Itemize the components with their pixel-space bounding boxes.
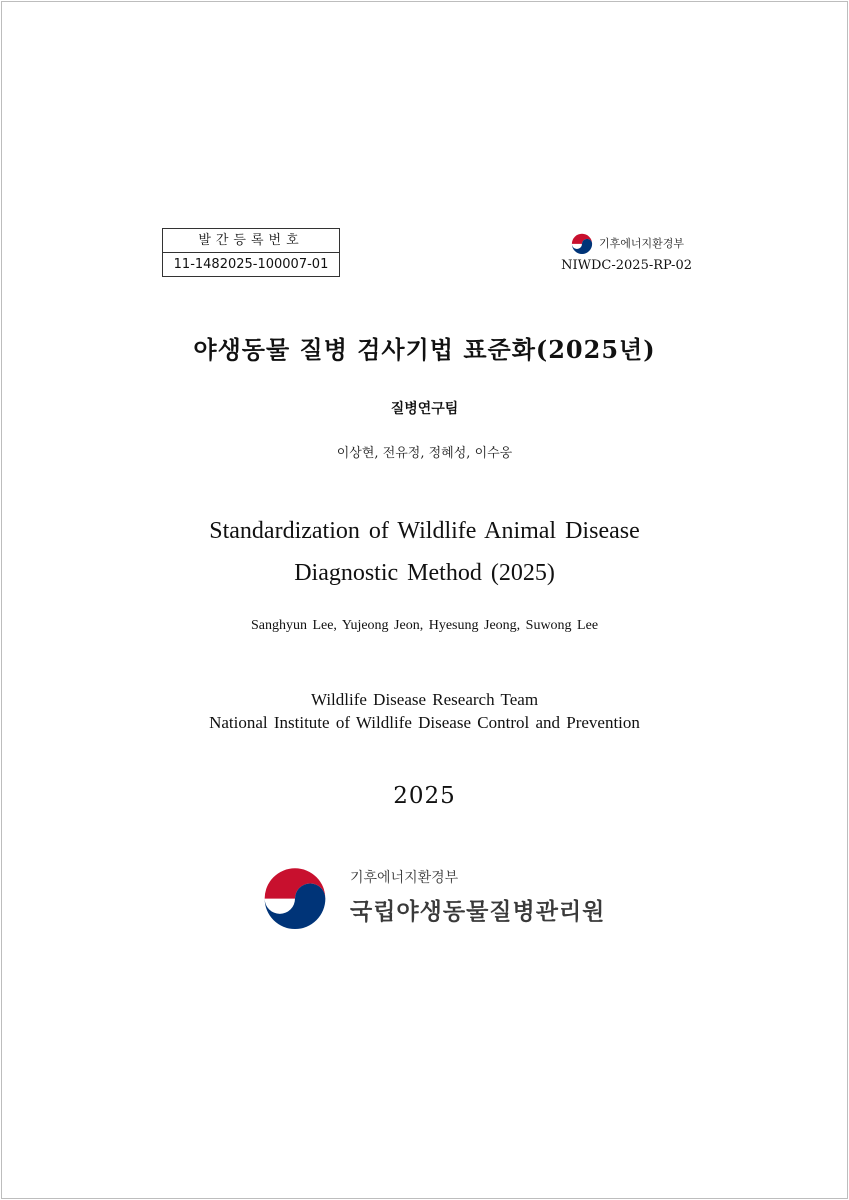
logo-ministry: 기후에너지환경부 [350,869,459,886]
english-title-line-2: Diagnostic Method (2025) [294,560,555,586]
series-code: NIWDC-2025-RP-02 [561,258,692,273]
registration-number-box [162,228,340,277]
ministry-name: 기후에너지환경부 [599,237,685,250]
taegeuk-emblem-icon [262,863,328,929]
page-border [1,1,848,1199]
korean-title: 야생동물 질병 검사기법 표준화(2025년) [193,335,656,364]
ministry-header [571,230,684,256]
logo-text [350,867,605,926]
english-affiliation [0,688,849,734]
english-title-line-1: Standardization of Wildlife Animal Disease [209,518,640,544]
english-institute: National Institute of Wildlife Disease Control and Prevention [209,713,640,732]
publication-year: 2025 [393,783,456,809]
korean-team: 질병연구팀 [390,401,459,417]
logo-institute: 국립야생동물질병관리원 [350,898,606,925]
institute-logo [262,863,605,929]
korean-authors: 이상현, 전유정, 정혜성, 이수웅 [336,446,513,461]
taegeuk-emblem-icon [571,232,593,254]
registration-number: 11-1482025-100007-01 [163,252,339,276]
english-authors: Sanghyun Lee, Yujeong Jeon, Hyesung Jeong, Suwong Lee [250,618,599,633]
english-title [0,510,849,594]
english-team: Wildlife Disease Research Team [310,690,539,709]
registration-label: 발간등록번호 [198,233,304,248]
